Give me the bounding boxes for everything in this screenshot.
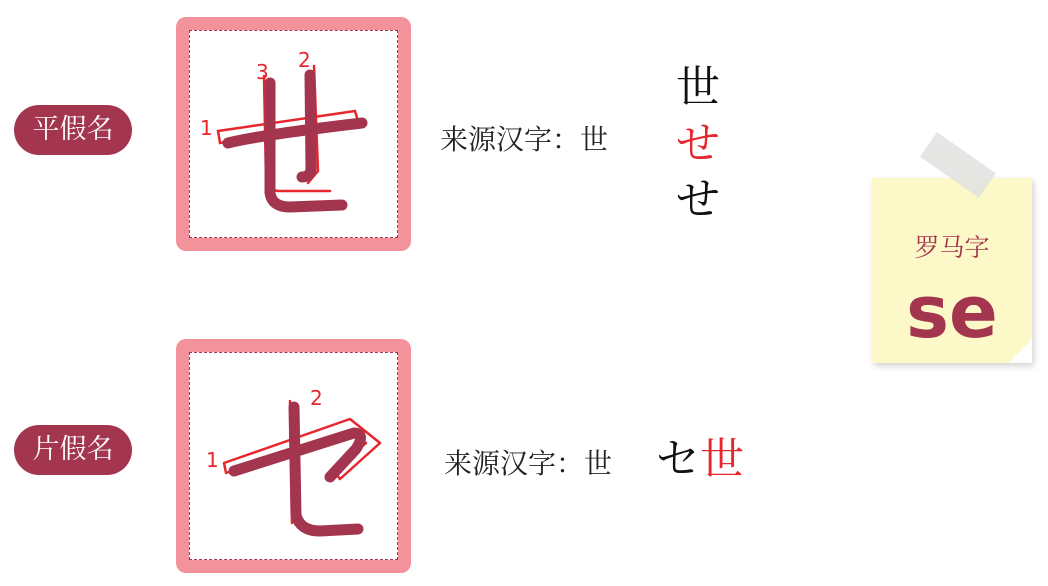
katakana-source-kanji: 世 — [584, 447, 613, 480]
derivation-kanji: 世 — [676, 62, 720, 113]
katakana-stroke-2 — [294, 407, 358, 531]
hiragana-writing-grid — [189, 30, 398, 238]
katakana-source-text — [444, 442, 612, 482]
katakana-writing-grid — [189, 352, 398, 560]
hiragana-stroke-diagram — [190, 31, 399, 239]
hiragana-character-strokes — [228, 75, 362, 207]
hiragana-source-text — [440, 118, 608, 158]
hiragana-label: 平假名 — [32, 114, 114, 145]
derivation-kana: せ — [676, 174, 720, 225]
hiragana-stroke-number-3: 3 — [256, 60, 269, 84]
katakana-derivation — [656, 432, 744, 488]
katakana-character-strokes — [234, 407, 361, 531]
katakana-label-pill — [14, 425, 132, 475]
hiragana-stroke-number-1: 1 — [200, 116, 213, 140]
katakana-stroke-number-2: 2 — [310, 386, 323, 410]
hiragana-label-pill — [14, 105, 132, 155]
hiragana-stroke-box — [176, 17, 411, 251]
katakana-derivation-kanji: 世 — [700, 434, 744, 485]
katakana-stroke-box — [176, 339, 411, 573]
katakana-source-prefix: 来源汉字： — [444, 447, 585, 480]
romaji-label: 罗马字 — [914, 233, 990, 262]
romaji-sticky-note — [872, 178, 1032, 363]
katakana-label: 片假名 — [32, 434, 114, 465]
hiragana-derivation — [676, 60, 720, 228]
note-folded-corner — [1008, 339, 1032, 363]
hiragana-source-prefix: 来源汉字： — [440, 123, 581, 156]
romaji-value: se — [906, 270, 998, 354]
derivation-intermediate: せ — [676, 118, 720, 169]
hiragana-source-kanji: 世 — [580, 123, 609, 156]
hiragana-stroke-number-2: 2 — [298, 48, 311, 72]
katakana-stroke-number-1: 1 — [206, 448, 219, 472]
katakana-derivation-kana: セ — [656, 434, 700, 485]
katakana-stroke-diagram — [190, 353, 399, 561]
